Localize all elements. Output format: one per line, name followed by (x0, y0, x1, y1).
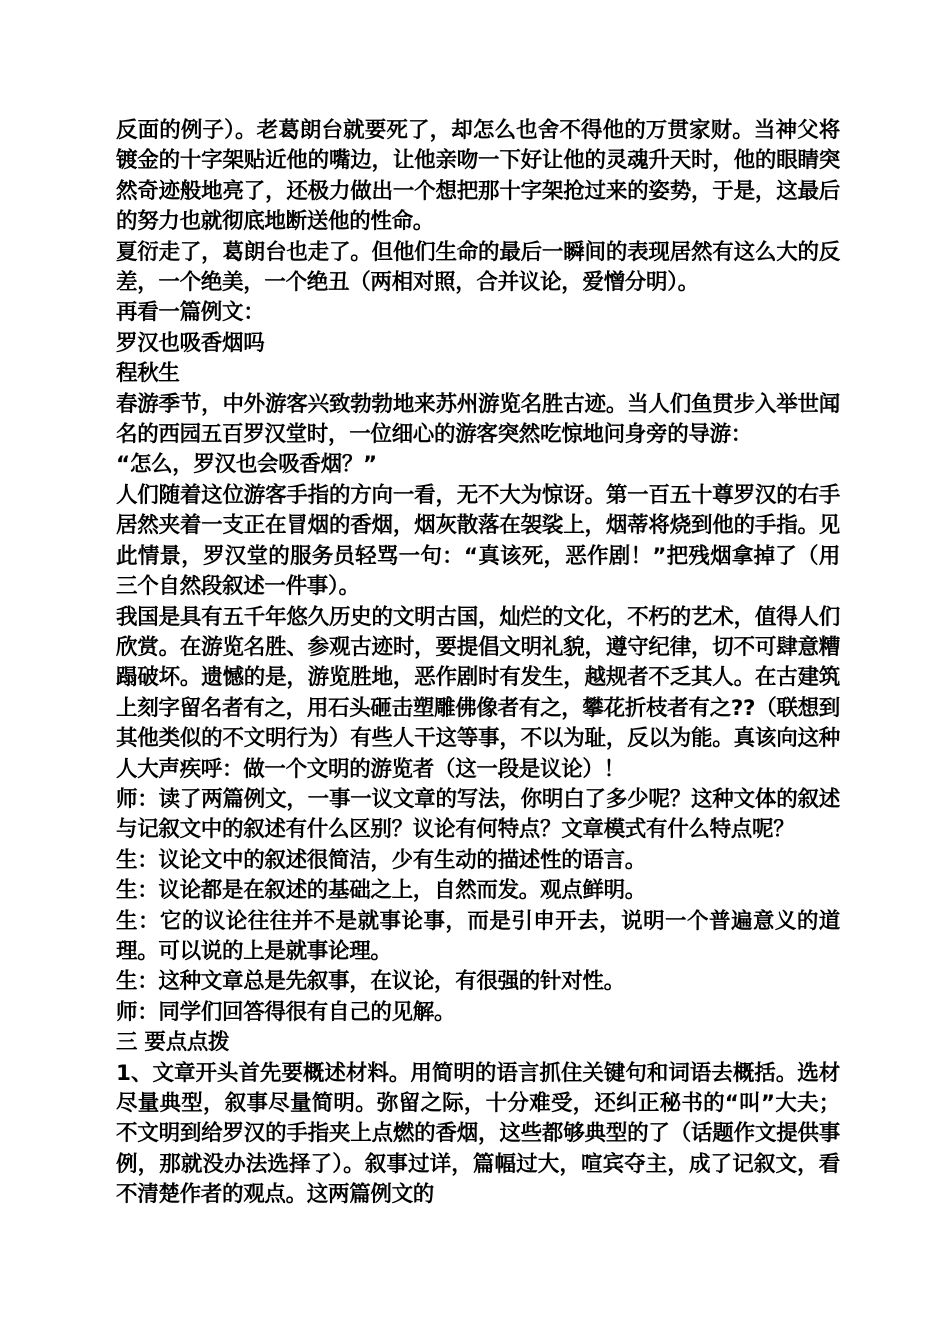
paragraph-10: 师：读了两篇例文，一事一议文章的写法，你明白了多少呢？这种文体的叙述与记叙文中的叙述有什么区别？议论有何特点？文章模式有什么特点呢？ (116, 786, 840, 843)
paragraph-9: 我国是具有五千年悠久历史的文明古国，灿烂的文化，不朽的艺术，值得人们欣赏。在游览名胜、参观古迹时，要提倡文明礼貌，遵守纪律，切不可肆意糟蹋破坏。遗憾的是，游览胜地，恶作剧时有发生，越规者不乏其人。在古建筑上刻字留名者有之，用石头砸击塑雕佛像者有之，攀花折枝者有之??（联想到其他类似的不文明行为）有些人干这等事，不以为耻，反以为能。真该向这种人大声疾呼：做一个文明的游览者（这一段是议论）！ (116, 604, 840, 782)
paragraph-7: “怎么，罗汉也会吸香烟？” (116, 452, 377, 478)
paragraph-17: 1、文章开头首先要概述材料。用简明的语言抓住关键句和词语去概括。选材尽量典型，叙事尽量简明。弥留之际，十分难受，还纠正秘书的“叫”大夫；不文明到给罗汉的手指夹上点燃的香烟，这些都够典型的了（话题作文提供事例，那就没办法选择了）。叙事过详，篇幅过大，喧宾夺主，成了记叙文，看不清楚作者的观点。这两篇例文的 (116, 1060, 840, 1208)
section-heading: 三 要点点拨 (116, 1030, 230, 1056)
paragraph-11: 生：议论文中的叙述很简洁，少有生动的描述性的语言。 (116, 847, 647, 873)
paragraph-14: 生：这种文章总是先叙事，在议论，有很强的针对性。 (116, 969, 625, 995)
paragraph-12: 生：议论都是在叙述的基础之上，自然而发。观点鲜明。 (116, 878, 647, 904)
article-title: 罗汉也吸香烟吗 (116, 330, 265, 356)
paragraph-2: 夏衍走了，葛朗台也走了。但他们生命的最后一瞬间的表现居然有这么大的反差，一个绝美，一个绝丑（两相对照，合并议论，爱憎分明）。 (116, 239, 840, 296)
paragraph-15: 师：同学们回答得很有自己的见解。 (116, 999, 456, 1025)
document-page (116, 116, 840, 1211)
paragraph-8: 人们随着这位游客手指的方向一看，无不大为惊讶。第一百五十尊罗汉的右手居然夹着一支正在冒烟的香烟，烟灰散落在袈裟上，烟蒂将烧到他的手指。见此情景，罗汉堂的服务员轻骂一句：“真该死，恶作剧！”把残烟拿掉了（用三个自然段叙述一件事）。 (116, 482, 840, 600)
paragraph-6: 春游季节，中外游客兴致勃勃地来苏州游览名胜古迹。当人们鱼贯步入举世闻名的西园五百罗汉堂时，一位细心的游客突然吃惊地问身旁的导游： (116, 391, 840, 448)
article-author: 程秋生 (116, 361, 180, 387)
paragraph-13: 生：它的议论往往并不是就事论事，而是引申开去，说明一个普遍意义的道理。可以说的上是就事论理。 (116, 908, 840, 964)
paragraph-1: 反面的例子）。老葛朗台就要死了，却怎么也舍不得他的万贯家财。当神父将镀金的十字架贴近他的嘴边，让他亲吻一下好让他的灵魂升天时，他的眼睛突然奇迹般地亮了，还极力做出一个想把那十字架抢过来的姿势，于是，这最后的努力也就彻底地断送他的性命。 (116, 118, 840, 235)
paragraph-3: 再看一篇例文： (116, 300, 265, 326)
